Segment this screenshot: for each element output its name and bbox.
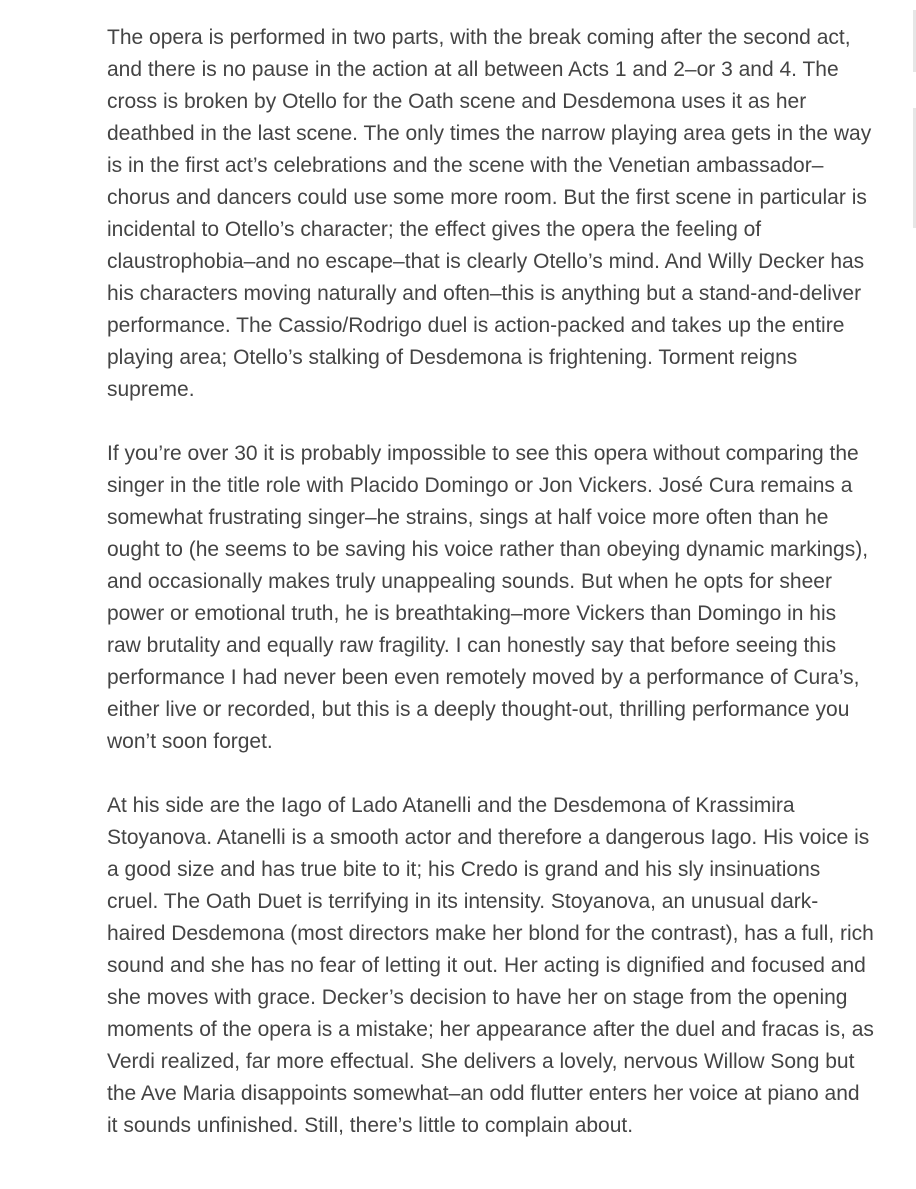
paragraph-atanelli-stoyanova: At his side are the Iago of Lado Atanelli and the Desdemona of Krassimira Stoyanova. Atanelli is a smooth actor and therefore a dangerous Iago. His voice is a good size and has true bite to it; his Credo is grand and his sly insinuations cruel. The Oath Duet is terrifying in its intensity. Stoyanova, an unusual dark-haired Desdemona (most directors make her blond for the contrast), has a full, rich sound and she has no fear of letting it out. Her acting is dignified and focused and she moves with grace. Decker’s decision to have her on stage from the opening moments of the opera is a mistake; her appearance after the duel and fracas is, as Verdi realized, far more effectual. She delivers a lovely, nervous Willow Song but the Ave Maria disappoints somewhat–an odd flutter enters her voice at piano and it sounds unfinished. Still, there’s little to complain about. (107, 794, 874, 1137)
paragraph-cura: If you’re over 30 it is probably impossible to see this opera without comparing the singer in the title role with Placido Domingo or Jon Vickers. José Cura remains a somewhat frustrating singer–he strains, sings at half voice more often than he ought to (he seems to be saving his voice rather than obeying dynamic markings), and occasionally makes truly unappealing sounds. But when he opts for sheer power or emotional truth, he is breathtaking–more Vickers than Domingo in his raw brutality and equally raw fragility. I can honestly say that before seeing this performance I had never been even remotely moved by a performance of Cura’s, either live or recorded, but this is a deeply thought-out, thrilling performance you won’t soon forget. (107, 442, 869, 753)
paragraph-staging: The opera is performed in two parts, with the break coming after the second act, and there is no pause in the action at all between Acts 1 and 2–or 3 and 4. The cross is broken by Otello for the Oath scene and Desdemona uses it as her deathbed in the last scene. The only times the narrow playing area gets in the way is in the first act’s celebrations and the scene with the Venetian ambassador–chorus and dancers could use some more room. But the first scene in particular is incidental to Otello’s character; the effect gives the opera the feeling of claustrophobia–and no escape–that is clearly Otello’s mind. And Willy Decker has his characters moving naturally and often–this is anything but a stand-and-deliver performance. The Cassio/Rodrigo duel is action-packed and takes up the entire playing area; Otello’s stalking of Desdemona is frightening. Torment reigns supreme. (107, 26, 872, 401)
article-body (107, 22, 875, 1142)
